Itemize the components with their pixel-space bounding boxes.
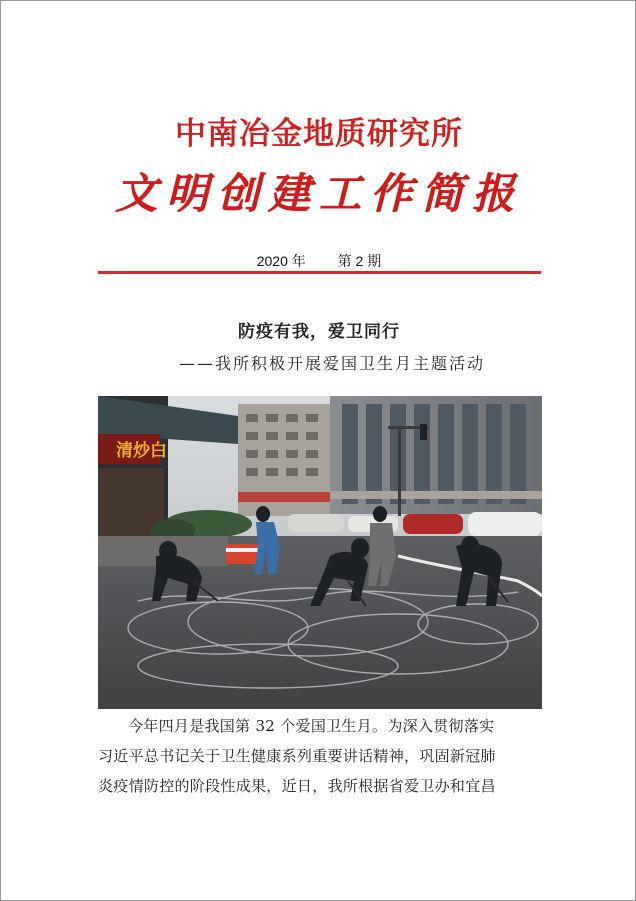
article-subheadline: ——我所积极开展爱国卫生月主题活动 <box>179 354 486 373</box>
organization-title: 中南冶金地质研究所 <box>175 116 463 152</box>
issue-info <box>1 251 636 271</box>
article-photo <box>98 396 542 709</box>
bulletin-title: 文明创建工作简报 <box>114 169 523 218</box>
issue-number: 第 2 期 <box>337 253 382 269</box>
article-body <box>98 711 542 801</box>
body-line: 今年四月是我国第 32 个爱国卫生月。为深入贯彻落实 <box>128 717 495 735</box>
body-line: 习近平总书记关于卫生健康系列重要讲话精神，巩固新冠肺 <box>98 747 496 765</box>
article-headline: 防疫有我，爱卫同行 <box>238 322 400 342</box>
issue-year: 2020 年 <box>256 253 306 269</box>
header-divider <box>98 271 541 274</box>
body-line: 炎疫情防控的阶段性成果，近日，我所根据省爱卫办和宜昌 <box>98 777 496 795</box>
shop-sign-text: 清炒白 <box>116 441 167 461</box>
